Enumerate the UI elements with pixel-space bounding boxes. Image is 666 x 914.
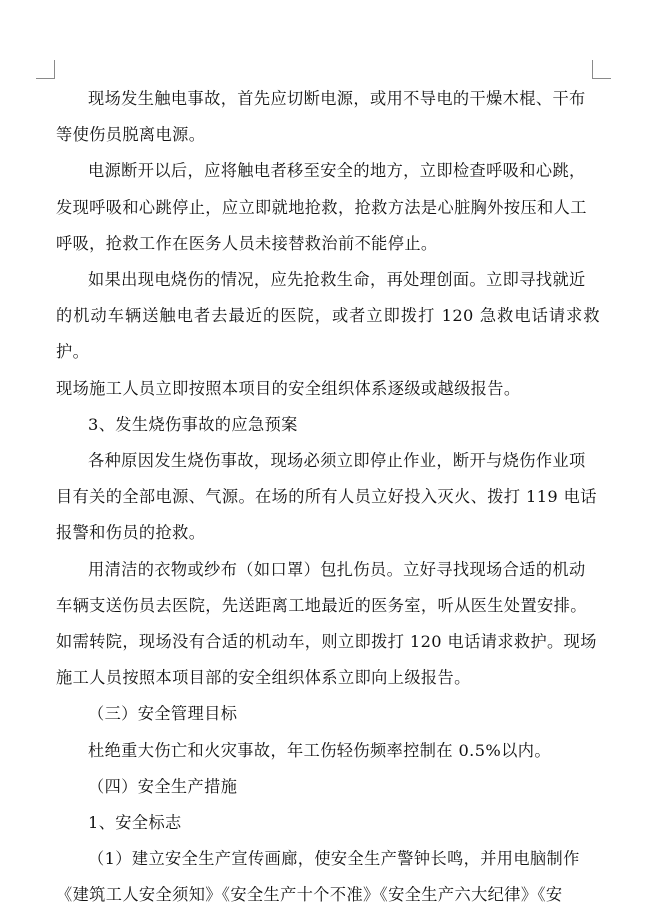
text-line: 施工人员按照本项目部的安全组织体系立即向上级报告。	[56, 668, 471, 688]
text-line: 如果出现电烧伤的情况，应先抢救生命，再处理创面。立即寻找就近	[88, 270, 586, 290]
text-line: 的机动车辆送触电者去最近的医院，或者立即拨打 120 急救电话请求救护。	[56, 306, 600, 362]
section-heading: （四）安全生产措施	[88, 776, 238, 796]
crop-mark-top-left	[36, 60, 55, 79]
text-line: 呼吸，抢救工作在医务人员未接替救治前不能停止。	[56, 233, 438, 253]
text-line: 现场施工人员立即按照本项目的安全组织体系逐级或越级报告。	[56, 378, 521, 398]
text-line: （1）建立安全生产宣传画廊，使安全生产警钟长鸣，并用电脑制作	[88, 849, 580, 869]
text-line: 电源断开以后，应将触电者移至安全的地方，立即检查呼吸和心跳，	[88, 161, 586, 181]
text-line: 如需转院，现场没有合适的机动车，则立即拨打 120 电话请求救护。现场	[56, 632, 597, 652]
text-line: 各种原因发生烧伤事故，现场必须立即停止作业，断开与烧伤作业项	[88, 451, 586, 471]
section-heading: 3、发生烧伤事故的应急预案	[88, 414, 298, 434]
text-line: 目有关的全部电源、气源。在场的所有人员立好投入灭火、拨打 119 电话	[56, 487, 597, 507]
section-heading: （三）安全管理目标	[88, 704, 238, 724]
document-body	[56, 81, 600, 914]
text-line: 《建筑工人安全须知》《安全生产十个不准》《安全生产六大纪律》《安	[56, 885, 563, 905]
text-line: 报警和伤员的抢救。	[56, 523, 206, 543]
text-line: 杜绝重大伤亡和火灾事故，年工伤轻伤频率控制在 0.5%以内。	[88, 740, 551, 760]
text-line: 发现呼吸和心跳停止，应立即就地抢救，抢救方法是心脏胸外按压和人工	[56, 197, 587, 217]
text-line: 现场发生触电事故，首先应切断电源，或用不导电的干燥木棍、干布	[88, 89, 586, 108]
text-line: 车辆支送伤员去医院，先送距离工地最近的医务室，听从医生处置安排。	[56, 595, 587, 615]
text-line: 用清洁的衣物或纱布（如口罩）包扎伤员。立好寻找现场合适的机动	[88, 559, 586, 579]
section-heading: 1、安全标志	[88, 813, 182, 833]
crop-mark-top-right	[592, 60, 611, 79]
text-line: 等使伤员脱离电源。	[56, 125, 206, 145]
